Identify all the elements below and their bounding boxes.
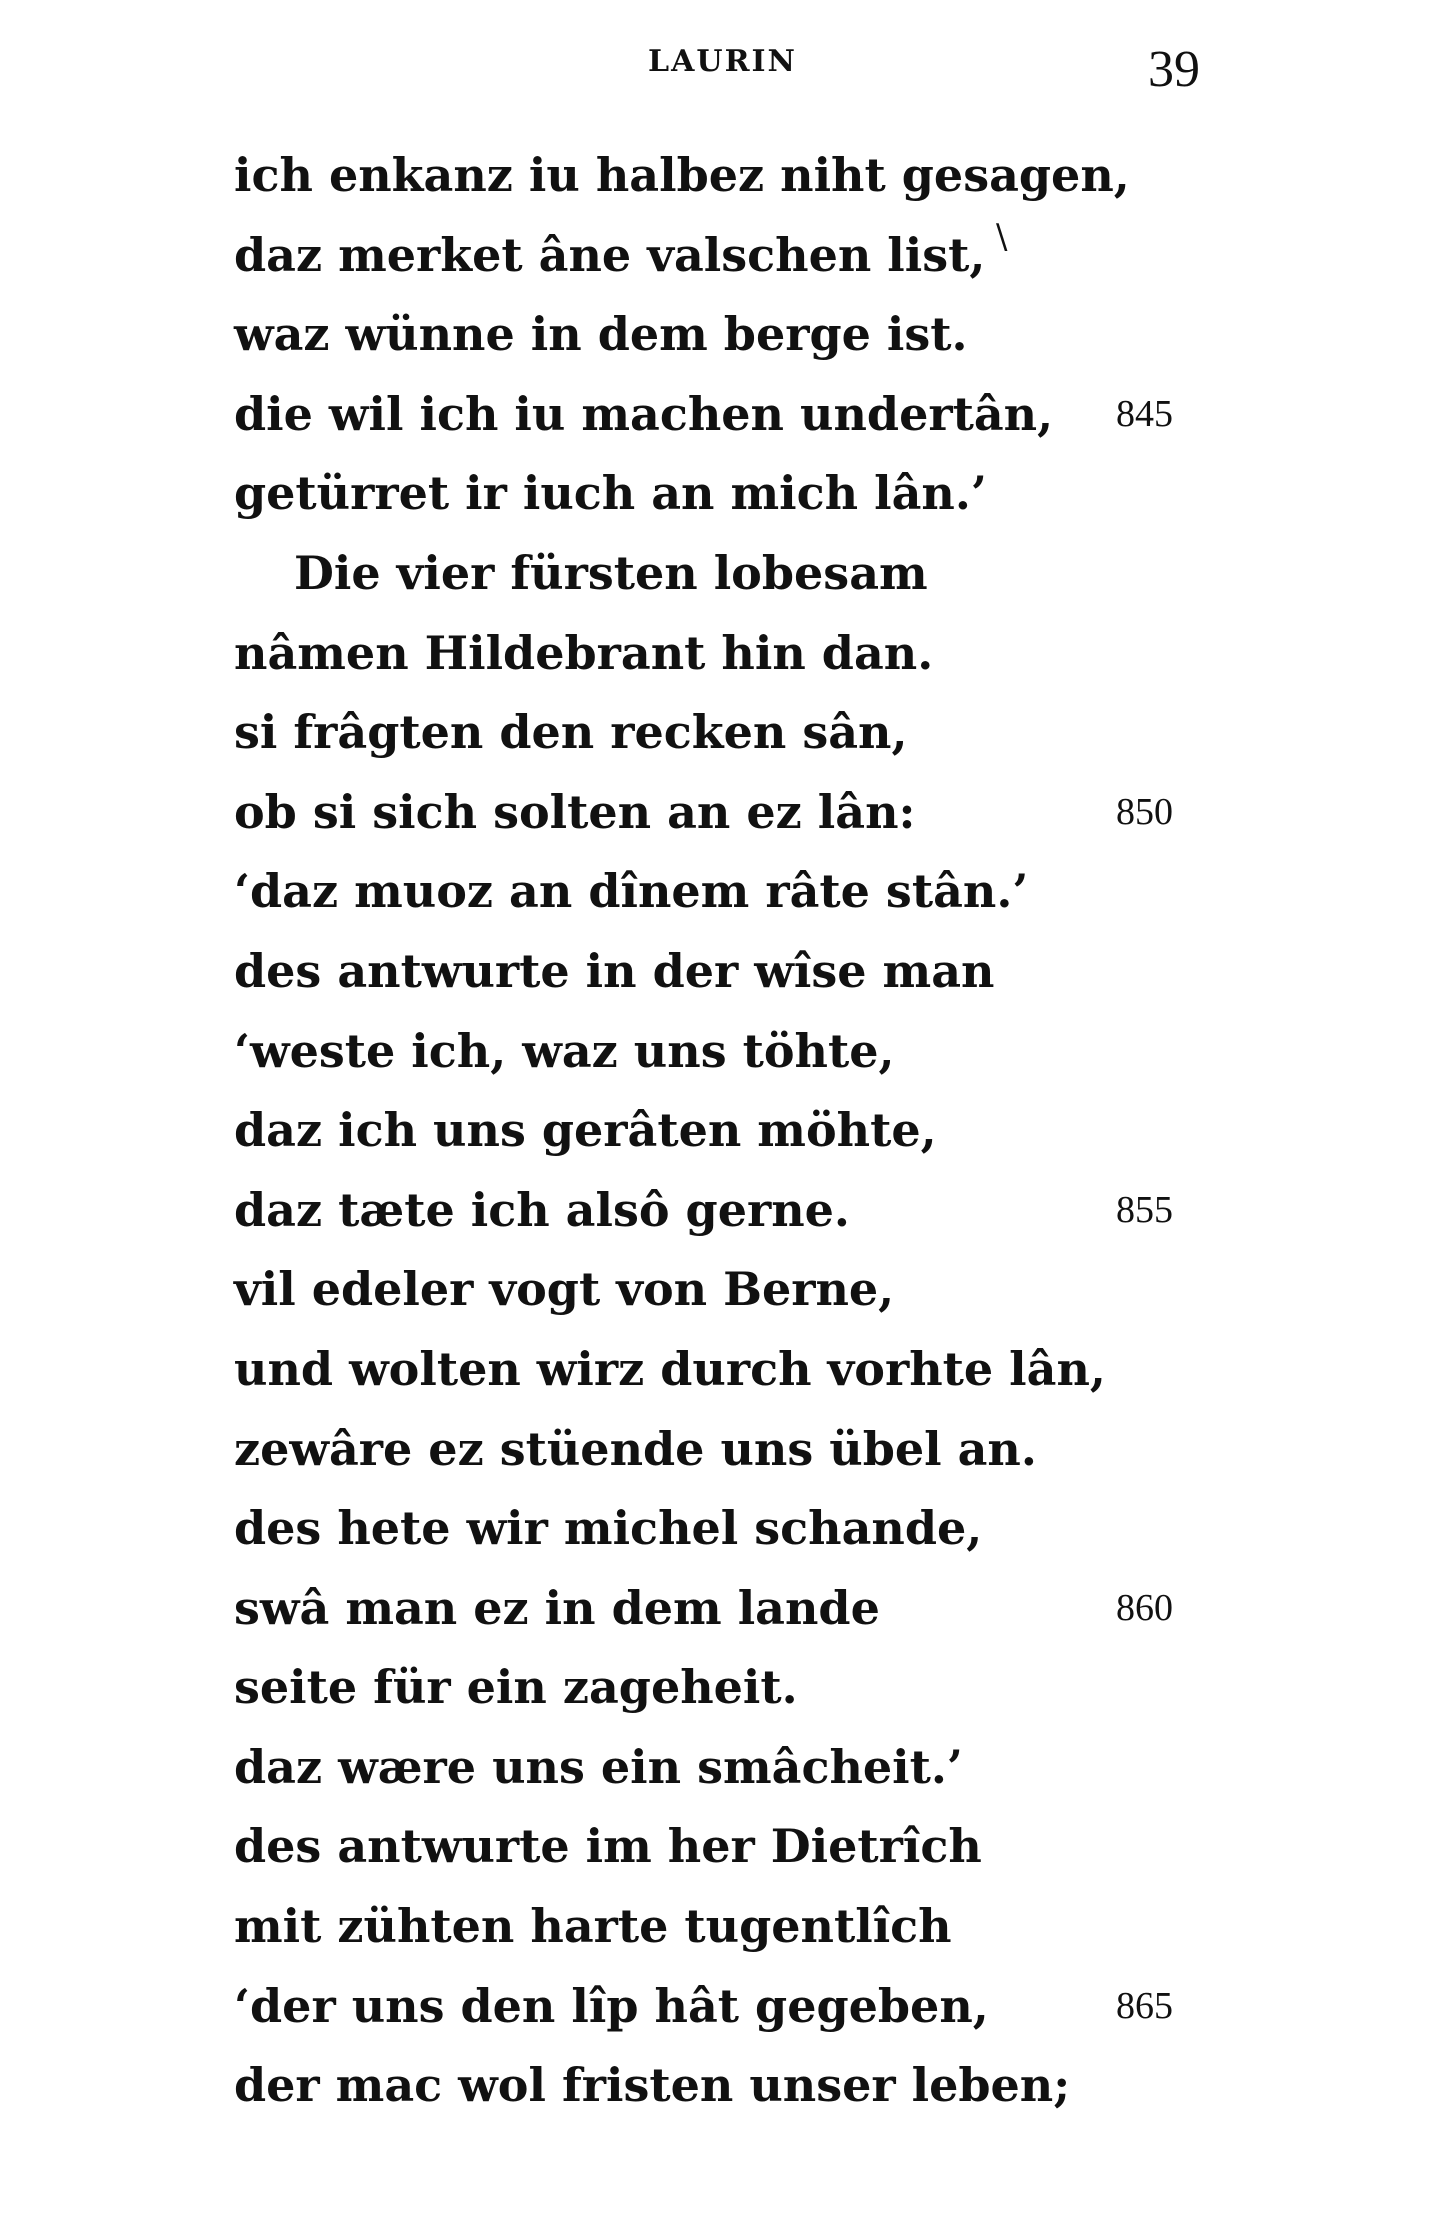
verse-line: [234, 1250, 1234, 1330]
verse-text: daz wære uns ein smâcheit.’: [234, 1739, 963, 1794]
verse-text: ‘weste ich, waz uns töhte,: [234, 1023, 895, 1078]
verse-text: zewâre ez stüende uns übel an.: [234, 1421, 1037, 1476]
verse-text: des hete wir michel schande,: [234, 1501, 983, 1556]
verse-line: [234, 1410, 1234, 1490]
verse-line: [234, 773, 1234, 853]
verse-line: [234, 852, 1234, 932]
verse-text: die wil ich iu machen undertân,: [234, 386, 1054, 441]
verse-text: daz tæte ich alsô gerne.: [234, 1182, 850, 1237]
verse-text: ‘daz muoz an dînem râte stân.’: [234, 864, 1029, 919]
verse-line: [234, 1648, 1234, 1728]
verse-text: waz wünne in dem berge ist.: [234, 307, 968, 362]
verse-line-indented: [234, 534, 1234, 614]
verse-line: [234, 1171, 1234, 1251]
verse-text: des antwurte in der wîse man: [234, 943, 995, 998]
verse-line: [234, 1728, 1234, 1808]
verse-line: [234, 295, 1234, 375]
verse-line: [234, 1330, 1234, 1410]
verse-line: [234, 1967, 1234, 2047]
verse-text: si frâgten den recken sân,: [234, 705, 908, 760]
verse-line: [234, 1091, 1234, 1171]
running-title: LAURIN: [648, 44, 797, 79]
verse-text: Die vier fürsten lobesam: [294, 545, 928, 600]
verse-text: getürret ir iuch an mich lân.’: [234, 466, 987, 521]
verse-text: und wolten wirz durch vorhte lân,: [234, 1341, 1106, 1396]
line-number: 865: [1116, 1984, 1173, 2027]
page-number: 39: [1148, 41, 1200, 98]
verse-line: [234, 454, 1234, 534]
verse-line: [234, 614, 1234, 694]
verse-line: [234, 1887, 1234, 1967]
verse-line: [234, 375, 1234, 455]
verse-block: [234, 136, 1234, 2126]
verse-text: vil edeler vogt von Berne,: [234, 1262, 895, 1317]
verse-line: [234, 932, 1234, 1012]
verse-text: ‘der uns den lîp hât gegeben,: [234, 1978, 989, 2033]
verse-text: der mac wol fristen unser leben;: [234, 2058, 1071, 2113]
verse-text: mit zühten harte tugentlîch: [234, 1899, 952, 1954]
verse-text: ob si sich solten an ez lân:: [234, 784, 916, 839]
verse-line: [234, 136, 1234, 216]
line-number: 850: [1116, 790, 1173, 833]
verse-line: [234, 693, 1234, 773]
verse-text: seite für ein zageheit.: [234, 1660, 798, 1715]
margin-tick-mark: \: [996, 216, 1008, 257]
verse-line: [234, 1012, 1234, 1092]
verse-line: [234, 2046, 1234, 2126]
verse-line: [234, 1569, 1234, 1649]
line-number: 855: [1116, 1188, 1173, 1231]
verse-text: des antwurte im her Dietrîch: [234, 1819, 982, 1874]
verse-line: [234, 1489, 1234, 1569]
verse-text: daz merket âne valschen list,: [234, 227, 986, 282]
verse-line: [234, 216, 1234, 296]
verse-text: ich enkanz iu halbez niht gesagen,: [234, 148, 1130, 202]
line-number: 860: [1116, 1586, 1173, 1629]
line-number: 845: [1116, 392, 1173, 435]
verse-text: nâmen Hildebrant hin dan.: [234, 625, 934, 680]
verse-line: [234, 1807, 1234, 1887]
verse-text: swâ man ez in dem lande: [234, 1580, 880, 1635]
verse-text: daz ich uns gerâten möhte,: [234, 1103, 937, 1158]
